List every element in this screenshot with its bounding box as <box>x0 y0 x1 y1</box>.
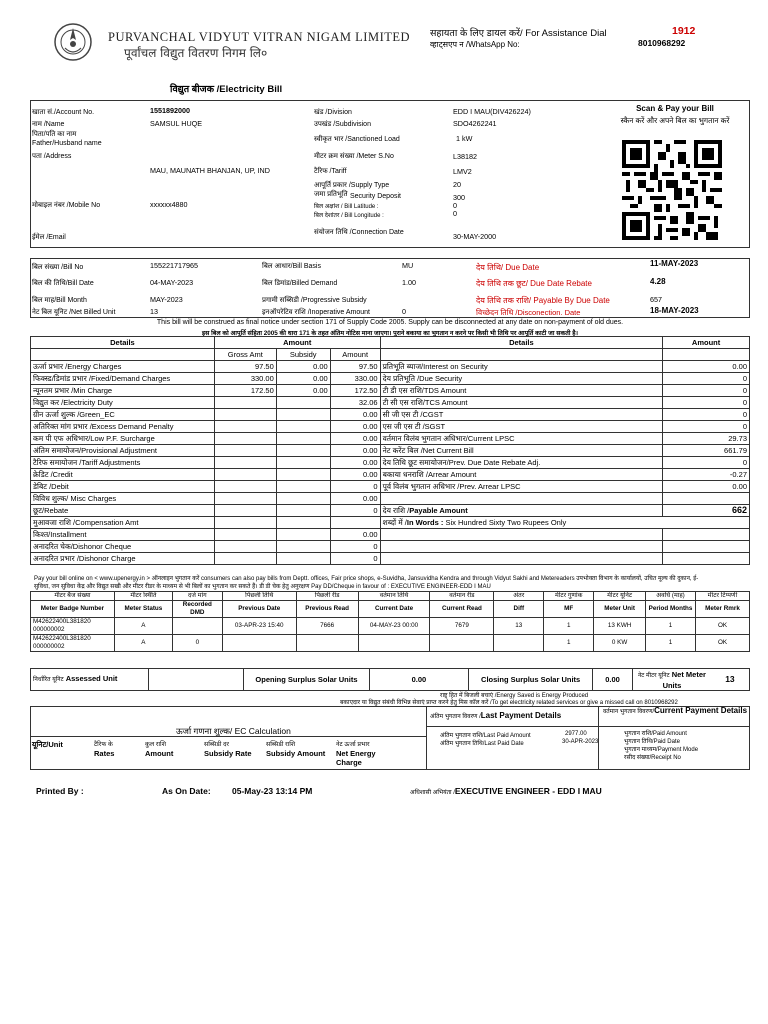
payable-due: 657 <box>650 295 662 304</box>
charge-gross <box>214 505 276 517</box>
meter-cell: 13 KWH <box>594 618 646 635</box>
meter-cell: 1 <box>544 635 594 652</box>
current-payment-title: वर्तमान भुगतान विवरण/Current Payment Details <box>602 706 748 715</box>
right-charge-label: एस जी एस टी /SGST <box>380 421 663 433</box>
meter-en-header: Meter Badge Number <box>31 601 115 618</box>
inop-label: इनऑपरेटिव राशि /Inoperative Amount <box>262 309 370 316</box>
meter-cell: OK <box>696 618 750 635</box>
gross-header: Gross Amt <box>214 349 276 361</box>
meter-hi-header: मीटर गुणांक <box>544 592 594 601</box>
subdivision: SDO4262241 <box>453 119 497 128</box>
right-charge-label: टी सी एस राशि/TCS Amount <box>380 397 663 409</box>
disconn-label: विच्छेदन तिथि /Disconection. Date <box>476 308 581 317</box>
pay-note-2: सुविधा, जन सुविधा केंद्र और विद्युत सखी और मीटर रीडर के माध्यम से भी बिलों का भुगतान कर सकते हैं। डी डी चेक हेतु अनुरक्षण Pay DD/Cheque in favour of : EXECUTIVE ENGINEER-EDD I MAU <box>34 584 491 590</box>
lat: 0 <box>453 201 457 210</box>
charge-row <box>31 445 750 457</box>
assist-number[interactable]: 1912 <box>672 25 696 37</box>
opening-value: 0.00 <box>369 669 469 691</box>
last-payment-title: अंतिम भुगतान विवरण /Last Payment Details <box>430 711 562 720</box>
charge-amount: 0 <box>330 505 380 517</box>
company-name-en: PURVANCHAL VIDYUT VITRAN NIGAM LIMITED <box>108 30 411 44</box>
charge-amount: 0.00 <box>330 529 380 541</box>
last-paid-date: 30-APR-2023 <box>562 739 599 745</box>
opening-label: Opening Surplus Solar Units <box>244 669 369 691</box>
charge-row <box>31 421 750 433</box>
current-payment-item: भुगतान माध्यम/Payment Mode <box>624 747 699 753</box>
deposit: 300 <box>453 193 465 202</box>
current-payment-item: भुगतान राशि/Paid Amount <box>624 731 687 737</box>
charge-amount: 0 <box>330 553 380 565</box>
charge-row <box>31 493 750 505</box>
billed-demand-label: बिल डिमांड/Billed Demand <box>262 280 338 287</box>
charge-gross <box>214 433 276 445</box>
meter-cell: M42622400L381820 000000002 <box>31 635 115 652</box>
charge-gross: 330.00 <box>214 373 276 385</box>
account-no: 1551892000 <box>150 106 190 115</box>
amount-header: Amount <box>214 337 380 349</box>
notice-en: This bill will be construed as final notice under section 171 of Supply Code 2005. Supply can be disconnected at any date on non-payment of old dues. <box>156 319 624 326</box>
payable-label <box>380 505 663 517</box>
address: MAU, MAUNATH BHANJAN, UP, IND <box>150 166 270 175</box>
due-date: 11-MAY-2023 <box>650 259 699 268</box>
rebate-label: देय तिथि तक छूट/ Due Date Rebate <box>476 279 592 288</box>
meter-sno: L38182 <box>453 152 477 161</box>
charge-row <box>31 481 750 493</box>
right-charge-amount: 0 <box>663 397 750 409</box>
billed-demand: 1.00 <box>402 278 416 287</box>
meter-cell: 1 <box>544 618 594 635</box>
ec-header-hi: सब्सिडी राशि <box>266 741 296 748</box>
meter-cell: 0 KW <box>594 635 646 652</box>
meter-hi-header: मीटर बैज संख्या <box>31 592 115 601</box>
meter-en-header: Current Date <box>358 601 430 618</box>
right-charge-label: देय प्रतिभूति /Due Security <box>380 373 663 385</box>
right-charge-label: वर्तमान विलंब भुगतान अधिभार/Current LPSC <box>380 433 663 445</box>
right-charge-label: नेट करेंट बिल /Net Current Bill <box>380 445 663 457</box>
payable-due-label: देय तिथि तक राशि/ Payable By Due Date <box>476 296 610 305</box>
charge-subsidy <box>276 433 330 445</box>
meter-hi-header: दर्ज मांग <box>172 592 222 601</box>
inop: 0 <box>402 307 406 316</box>
meter-cell: 03-APR-23 15:40 <box>222 618 296 635</box>
charge-amount: 0.00 <box>330 457 380 469</box>
right-charge-amount: -0.27 <box>663 469 750 481</box>
meter-cell: A <box>114 618 172 635</box>
charge-gross <box>214 445 276 457</box>
bill-date: 04-MAY-2023 <box>150 278 194 287</box>
net-unit-label: नेट बिल यूनिट /Net Billed Unit <box>32 309 116 316</box>
father-label-hi: पिता/पति का नाम <box>32 131 77 138</box>
disconn-date: 18-MAY-2023 <box>650 306 699 315</box>
ec-header-hi: टैरिफ के <box>94 741 113 748</box>
division: EDD I MAU(DIV426224) <box>453 107 531 116</box>
charge-subsidy <box>276 481 330 493</box>
meter-cell: 04-MAY-23 00:00 <box>358 618 430 635</box>
bill-info-box <box>30 258 750 318</box>
charge-row <box>31 385 750 397</box>
charge-label: अनादरित प्रभार /Dishonor Charge <box>31 553 215 565</box>
charge-label: विद्युत कर /Electricity Duty <box>31 397 215 409</box>
meter-cell <box>172 618 222 635</box>
amount-header-right: Amount <box>663 337 750 349</box>
meter-hi-header: मीटर टिप्पणी <box>696 592 750 601</box>
charge-amount: 0 <box>330 481 380 493</box>
meter-en-header: Recorded DMD <box>172 601 222 618</box>
ec-col-header <box>266 740 328 758</box>
charge-subsidy: 0.00 <box>276 373 330 385</box>
account-label: खाता सं./Account No. <box>32 109 95 116</box>
as-on-date: 05-May-23 13:14 PM <box>232 786 313 796</box>
meter-hi-header: अंतर <box>494 592 544 601</box>
meter-en-header: Meter Unit <box>594 601 646 618</box>
bill-date-label: बिल की तिथि/Bill Date <box>32 280 94 287</box>
charge-gross <box>214 493 276 505</box>
charge-label: कम पी एफ अधिभार/Low P.F. Surcharge <box>31 433 215 445</box>
meter-cell: 0 <box>172 635 222 652</box>
consumer-name: SAMSUL HUQE <box>150 119 203 128</box>
charge-row <box>31 529 750 541</box>
ec-header-en: Subsidy Rate <box>204 749 252 758</box>
charge-gross <box>214 469 276 481</box>
load: 1 kW <box>456 134 473 143</box>
subdivision-label: उपखंड /Subdivision <box>314 121 371 128</box>
meter-cell: 7679 <box>430 618 494 635</box>
right-charge-amount: 0.00 <box>663 361 750 373</box>
charge-amount: 32.06 <box>330 397 380 409</box>
charge-subsidy <box>276 493 330 505</box>
right-charge-amount: 0.00 <box>663 481 750 493</box>
charge-row <box>31 433 750 445</box>
right-charge-amount: 0 <box>663 409 750 421</box>
division-label: खंड /Division <box>314 109 352 116</box>
payable-amount: 662 <box>663 505 750 517</box>
last-paid-amount-label: अंतिम भुगतान राशि/Last Paid Amount <box>440 733 531 739</box>
charge-subsidy <box>276 397 330 409</box>
meter-en-header: Current Read <box>430 601 494 618</box>
deposit-label-hi: जमा प्रतिभूति <box>314 191 348 198</box>
ec-header-hi: कुल राशि <box>145 741 166 748</box>
charge-label: किश्त/Installment <box>31 529 215 541</box>
charge-label: मुआवजा राशि /Compensation Amt <box>31 517 215 529</box>
charge-amount: 0.00 <box>330 445 380 457</box>
ec-header-en: यूनिट/Unit <box>32 740 63 749</box>
meter-cell: 1 <box>646 635 696 652</box>
email-label: ईमेल /Email <box>32 234 66 241</box>
payable-label-en: Payable Amount <box>409 506 468 515</box>
meter-cell: 13 <box>494 618 544 635</box>
ec-header-hi: नेट ऊर्जा प्रभार <box>336 741 370 748</box>
current-payment-item: रसीद संख्या/Receipt No <box>624 755 681 761</box>
amt-header: Amount <box>330 349 380 361</box>
meter-label: मीटर क्रम संख्या /Meter S.No <box>314 153 394 160</box>
net-meter-label-hi: नेट मीटर यूनिट <box>637 672 670 679</box>
charge-row <box>31 505 750 517</box>
printed-by-label: Printed By : <box>36 786 84 796</box>
ec-col-header <box>204 740 266 758</box>
meter-en-header: Meter Status <box>114 601 172 618</box>
charge-label: अतिरिक्त मांग प्रभार /Excess Demand Penalty <box>31 421 215 433</box>
charge-gross <box>214 397 276 409</box>
right-charge-amount: 0 <box>663 457 750 469</box>
company-logo <box>50 22 96 62</box>
closing-value: 0.00 <box>593 669 633 691</box>
meter-cell <box>296 635 358 652</box>
charge-label: क्रेडिट /Credit <box>31 469 215 481</box>
charge-gross <box>214 409 276 421</box>
meter-en-header: Diff <box>494 601 544 618</box>
meter-en-header: MF <box>544 601 594 618</box>
meter-cell: 1 <box>646 618 696 635</box>
bill-no-label: बिल संख्या /Bill No <box>32 264 84 271</box>
right-charge-label: सी जी एस टी /CGST <box>380 409 663 421</box>
charge-row <box>31 457 750 469</box>
charge-row <box>31 469 750 481</box>
last-paid-amount: 2977.00 <box>565 731 587 737</box>
charge-gross <box>214 517 276 529</box>
charge-row <box>31 553 750 565</box>
meter-cell <box>494 635 544 652</box>
charge-gross <box>214 541 276 553</box>
net-meter-value: 13 <box>725 674 735 684</box>
details-header-right: Details <box>380 337 663 349</box>
right-charge-label: प्रतिभूति ब्याज/Interest on Security <box>380 361 663 373</box>
meter-cell: 7666 <box>296 618 358 635</box>
meter-hi-header: मीटर स्थिति <box>114 592 172 601</box>
charge-gross: 172.50 <box>214 385 276 397</box>
conn-date: 30-MAY-2000 <box>453 232 497 241</box>
ec-header-en: Net Energy Charge <box>336 749 376 767</box>
meter-cell: M42622400L381820 000000002 <box>31 618 115 635</box>
bill-month: MAY-2023 <box>150 295 183 304</box>
closing-label: Closing Surplus Solar Units <box>469 669 593 691</box>
charge-gross <box>214 529 276 541</box>
charge-gross <box>214 421 276 433</box>
meter-en-header: Previous Read <box>296 601 358 618</box>
net-meter-label: Net Meter Units <box>662 669 706 690</box>
ec-col-header <box>336 740 398 767</box>
charge-row <box>31 397 750 409</box>
charge-subsidy: 0.00 <box>276 361 330 373</box>
right-charge-label: पूर्व विलंब भुगतान अधिभार /Prev. Arrear LPSC <box>380 481 663 493</box>
charge-amount: 0.00 <box>330 421 380 433</box>
right-charge-label: देय तिथि छूट समायोजन/Prev. Due Date Rebate Adj. <box>380 457 663 469</box>
charge-label: ऊर्जा प्रभार /Energy Charges <box>31 361 215 373</box>
charges-table <box>30 336 750 565</box>
charge-subsidy <box>276 469 330 481</box>
assessed-label-hi: निर्धारित यूनिट <box>33 677 64 683</box>
charge-subsidy <box>276 505 330 517</box>
right-charge-amount: 0 <box>663 421 750 433</box>
whatsapp-label: व्हाट्सएप न /WhatsApp No: <box>430 40 520 49</box>
charge-subsidy <box>276 421 330 433</box>
charge-label: विविध शुल्क/ Misc Charges <box>31 493 215 505</box>
qr-code[interactable] <box>622 140 722 240</box>
whatsapp-number[interactable]: 8010968292 <box>638 38 686 48</box>
company-name-hi: पूर्वांचल विद्युत वितरण निगम लि० <box>124 46 268 60</box>
ec-header-en: Amount <box>145 749 174 758</box>
charge-subsidy <box>276 409 330 421</box>
assist-label: सहायता के लिए डायल करें/ For Assistance Dial <box>430 28 607 39</box>
meter-cell <box>430 635 494 652</box>
bill-basis-label: बिल आधार/Bill Basis <box>262 263 321 270</box>
father-label: Father/Husband name <box>32 140 102 147</box>
charge-label: डेबिट /Debit <box>31 481 215 493</box>
right-charge-label: बकाया धनराशि /Arrear Amount <box>380 469 663 481</box>
meter-hi-header: पिछली तिथि <box>222 592 296 601</box>
right-charge-amount: 0 <box>663 385 750 397</box>
charge-amount: 330.00 <box>330 373 380 385</box>
words-label-hi: शब्दों में / <box>382 518 407 527</box>
bill-month-label: बिल माह/Bill Month <box>32 297 87 304</box>
meter-hi-header: वर्तमान तिथि <box>358 592 430 601</box>
right-charge-amount: 0 <box>663 373 750 385</box>
charge-subsidy <box>276 553 330 565</box>
address-label: पता /Address <box>32 153 72 160</box>
long: 0 <box>453 209 457 218</box>
tariff-label: टैरिफ /Tariff <box>314 168 347 175</box>
charge-gross <box>214 481 276 493</box>
pay-note-1: Pay your bill online on < www.upenergy.in > ऑनलाइन भुगतान करें consumers can also pay bills from Deptt. offices, Fair price shops, e-Suvidha, Jansuvidha Kendra and through Vidyut Sakhi and Metereaders उपभोक्ता विभाग के कार्यालयों, उचित मूल्य की दुकान, ई- <box>34 576 699 582</box>
bill-no: 155221717965 <box>150 261 198 270</box>
charge-row <box>31 361 750 373</box>
ec-header-en: Subsidy Amount <box>266 749 326 758</box>
assessed-value <box>148 669 243 691</box>
charge-amount: 0.00 <box>330 433 380 445</box>
charge-row <box>31 541 750 553</box>
name-label: नाम /Name <box>32 121 65 128</box>
meter-en-header: Meter Rmrk <box>696 601 750 618</box>
meter-cell <box>358 635 430 652</box>
charge-amount: 172.50 <box>330 385 380 397</box>
charge-label: न्यूनतम प्रभार /Min Charge <box>31 385 215 397</box>
charge-label: ग्रीन ऊर्जा शुल्क /Green_EC <box>31 409 215 421</box>
energy-saved-note: राष्ट्र हित में बिजली बचाएं /Energy Saved is Energy Produced <box>440 693 589 699</box>
lat-label: बिल अक्षांश / Bill Latitude : <box>314 204 379 210</box>
charge-amount: 97.50 <box>330 361 380 373</box>
charge-subsidy <box>276 529 330 541</box>
details-header: Details <box>31 337 215 349</box>
conn-date-label: संयोजन तिथि /Connection Date <box>314 229 404 236</box>
net-meter-cell <box>632 669 749 691</box>
meter-en-header: Previous Date <box>222 601 296 618</box>
meter-cell: A <box>114 635 172 652</box>
charge-amount: 0 <box>330 541 380 553</box>
assessed-label: Assessed Unit <box>65 674 118 683</box>
meter-cell: OK <box>696 635 750 652</box>
officer-signature: अधिशासी अभियंता /EXECUTIVE ENGINEER - EDD I MAU <box>410 786 602 796</box>
meter-hi-header: पिछली रीड <box>296 592 358 601</box>
supply-label: आपूर्ति प्रकार /Supply Type <box>314 182 390 189</box>
charge-row <box>31 373 750 385</box>
charge-gross <box>214 457 276 469</box>
in-words <box>380 517 749 529</box>
missed-call-note: बकाएदार या विद्युत संबंधी विभिन्न सेवाएं प्राप्त करने हेतु मिस कॉल करें /To get electricity related services or give a missed call on 8010968292 <box>340 700 678 706</box>
load-label: स्वीकृत भार /Sanctioned Load <box>314 136 400 143</box>
charge-amount: 0.00 <box>330 469 380 481</box>
meter-hi-header: मीटर यूनिट <box>594 592 646 601</box>
ec-col-header <box>145 740 207 758</box>
charge-amount: 0.00 <box>330 493 380 505</box>
deposit-label: Security Deposit <box>350 193 401 200</box>
units-table <box>30 668 750 691</box>
assessed-cell <box>31 669 149 691</box>
ec-header-hi: सब्सिडी दर <box>204 741 230 748</box>
net-unit: 13 <box>150 307 158 316</box>
charge-subsidy <box>276 517 330 529</box>
due-date-label: देय तिथि/ Due Date <box>476 263 540 272</box>
charge-subsidy: 0.00 <box>276 385 330 397</box>
charge-label: टैरिफ समायोजन /Tariff Adjustments <box>31 457 215 469</box>
meter-en-header: Period Months <box>646 601 696 618</box>
last-paid-date-label: अंतिम भुगतान तिथि/Last Paid Date <box>440 741 524 747</box>
charge-label: अनादरित चेक/Dishonor Cheque <box>31 541 215 553</box>
charge-amount <box>330 517 380 529</box>
subsidy-header: Subsidy <box>276 349 330 361</box>
current-payment-item: भुगतान तिथि/Paid Date <box>624 739 680 745</box>
rebate: 4.28 <box>650 277 666 286</box>
charge-amount: 0.00 <box>330 409 380 421</box>
long-label: बिल देशांतर / Bill Longitude : <box>314 213 384 219</box>
table-row <box>31 635 750 652</box>
charge-subsidy <box>276 541 330 553</box>
mobile-label: मोबाइल नंबर /Mobile No <box>32 202 101 209</box>
bill-basis: MU <box>402 261 414 270</box>
meter-en-header-row <box>31 601 750 618</box>
charge-row <box>31 517 750 529</box>
charge-label: छूट/Rebate <box>31 505 215 517</box>
as-on-label: As On Date: <box>162 786 211 796</box>
charge-subsidy <box>276 457 330 469</box>
meter-table <box>30 591 750 652</box>
notice-hi: इस बिल को आपूर्ति संहिता 2005 की धारा 171 के तहत अंतिम नोटिस माना जाएगा। पुराने बकाया का भुगतान न करने पर किसी भी तिथि पर आपूर्ति काटी जा सकती है। <box>202 330 578 337</box>
charge-label: अंतिम समायोजन/Provisional Adjustment <box>31 445 215 457</box>
charge-row <box>31 409 750 421</box>
tariff: LMV2 <box>453 167 472 176</box>
right-charge-amount: 661.79 <box>663 445 750 457</box>
charge-gross: 97.50 <box>214 361 276 373</box>
charge-label: फिक्स्ड/डिमांड प्रभार /Fixed/Demand Charges <box>31 373 215 385</box>
table-row <box>31 618 750 635</box>
charge-subsidy <box>276 445 330 457</box>
supply: 20 <box>453 180 461 189</box>
ec-title: ऊर्जा गणना शुल्क/ EC Calculation <box>176 726 291 736</box>
bill-title: विद्युत बीजक /Electricity Bill <box>170 84 283 95</box>
right-charge-amount: 29.73 <box>663 433 750 445</box>
mobile: xxxxxx4880 <box>150 200 188 209</box>
ec-header-en: Rates <box>94 749 115 758</box>
ec-col-header <box>32 740 94 749</box>
prog-subsidy-label: प्रगामी सब्सिडी /Progressive Subsidy <box>262 297 367 304</box>
amount-words: Six Hundred Sixty Two Rupees Only <box>445 518 567 527</box>
meter-hi-header: अवधि (माह) <box>646 592 696 601</box>
scan-subtitle: स्कैन करें और अपने बिल का भुगतान करें <box>620 116 730 125</box>
words-label-en: In Words : <box>406 518 444 527</box>
scan-title: Scan & Pay your Bill <box>636 104 714 113</box>
charge-gross <box>214 553 276 565</box>
right-charge-label: टी डी एस राशि/TDS Amount <box>380 385 663 397</box>
payable-label-hi: देय राशि / <box>382 506 410 515</box>
meter-hi-header: वर्तमान रीड <box>430 592 494 601</box>
meter-hi-header-row <box>31 592 750 601</box>
meter-cell <box>222 635 296 652</box>
